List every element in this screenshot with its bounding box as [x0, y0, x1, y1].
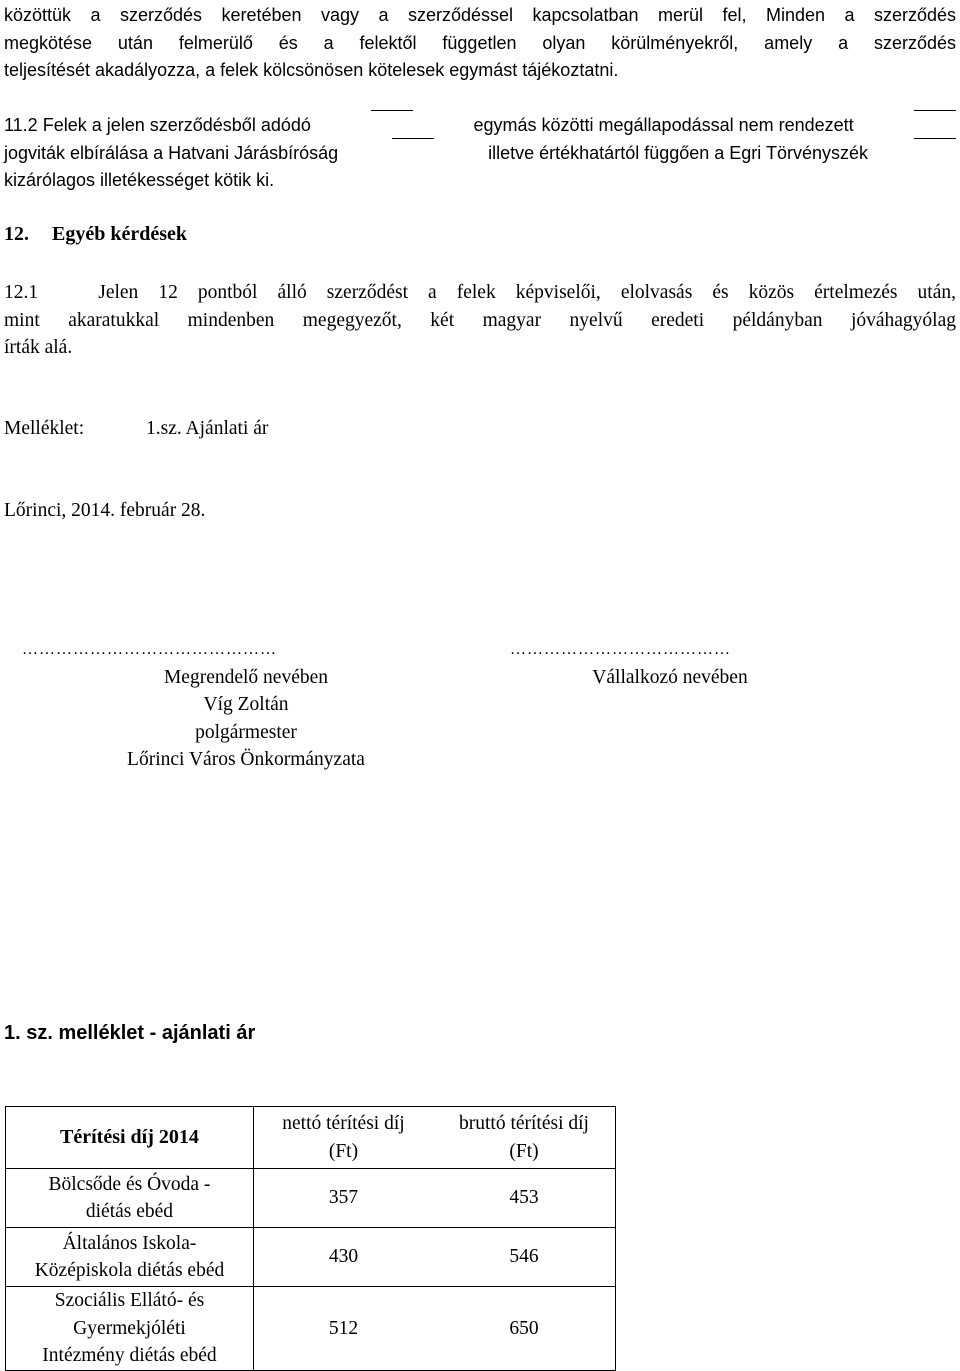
gross-price: 650: [433, 1287, 616, 1371]
signature-line: Lőrinci Város Önkormányzata: [127, 749, 365, 770]
signature-left: [22, 636, 470, 774]
em-dash: [914, 138, 956, 139]
attachment-line: [4, 418, 84, 440]
attachment-value: 1.sz. Ajánlati ár: [146, 418, 269, 439]
price-table: [5, 1106, 616, 1371]
signature-right: [510, 636, 830, 691]
intro-line: megkötése után felmerülő és a felektől független olyan körülményekről, amely a szerződés: [4, 32, 956, 53]
place-date: Lőrinci, 2014. február 28.: [4, 500, 206, 521]
clause-11-2-line: kizárólagos illetékességet kötik ki.: [4, 170, 275, 190]
signature-line: Megrendelő nevében: [163, 666, 329, 688]
clause-11-2: [4, 112, 956, 195]
annex-title: 1. sz. melléklet - ajánlati ár: [4, 1022, 256, 1044]
intro-line: közöttük a szerződés keretében vagy a szerződéssel kapcsolatban merül fel, Minden a szerződés: [4, 5, 956, 25]
table-row: [6, 1228, 616, 1287]
em-dash: [392, 138, 434, 139]
header-cell: nettó térítési díj (Ft): [253, 1107, 433, 1169]
table-row: [6, 1169, 616, 1228]
row-label: Bölcsőde és Óvoda - diétás ebéd: [6, 1169, 254, 1228]
net-price: 357: [253, 1169, 433, 1228]
net-price: 430: [253, 1228, 433, 1287]
intro-paragraph: [4, 2, 956, 85]
clause-12-1-line: 12.1 Jelen 12 pontból álló szerződést a felek képviselői, elolvasás és közös értelmezés után,: [4, 282, 956, 303]
table-header-row: [6, 1107, 616, 1169]
em-dash: [371, 110, 413, 111]
clause-11-2-line: jogviták elbírálása a Hatvani Járásbíróság illetve értékhatártól függően a Egri Törvényszék: [4, 140, 956, 168]
table-row: [6, 1287, 616, 1371]
signature-dots: …………………………………: [510, 641, 731, 658]
section-title: Egyéb kérdések: [52, 223, 187, 245]
intro-line: teljesítését akadályozza, a felek kölcsönösen kötelesek egymást tájékoztatni.: [4, 60, 619, 80]
signature-dots: ………………………………………: [22, 641, 277, 658]
clause-12-1-line: mint akaratukkal mindenben megegyezőt, két magyar nyelvű eredeti példányban jóváhagyólag: [4, 309, 956, 331]
attachment-label: Melléklet:: [4, 418, 85, 439]
header-cell: bruttó térítési díj (Ft): [433, 1107, 616, 1169]
row-label: Általános Iskola- Középiskola diétás ebéd: [6, 1228, 254, 1287]
gross-price: 546: [433, 1228, 616, 1287]
section-number: 12.: [4, 223, 29, 245]
signature-line: Víg Zoltán: [203, 694, 289, 715]
clause-12-1-line: írták alá.: [4, 337, 73, 358]
clause-12-1: [4, 279, 956, 362]
signature-line: polgármester: [195, 721, 297, 743]
section-12-heading: [4, 223, 187, 246]
signature-line: Vállalkozó nevében: [592, 666, 748, 688]
clause-11-2-line: 11.2 Felek a jelen szerződésből adódó egymás közötti megállapodással nem rendezett: [4, 112, 956, 140]
header-cell: Térítési díj 2014: [6, 1107, 254, 1169]
em-dash: [914, 110, 956, 111]
gross-price: 453: [433, 1169, 616, 1228]
net-price: 512: [253, 1287, 433, 1371]
row-label: Szociális Ellátó- és Gyermekjóléti Intézmény diétás ebéd: [6, 1287, 254, 1371]
